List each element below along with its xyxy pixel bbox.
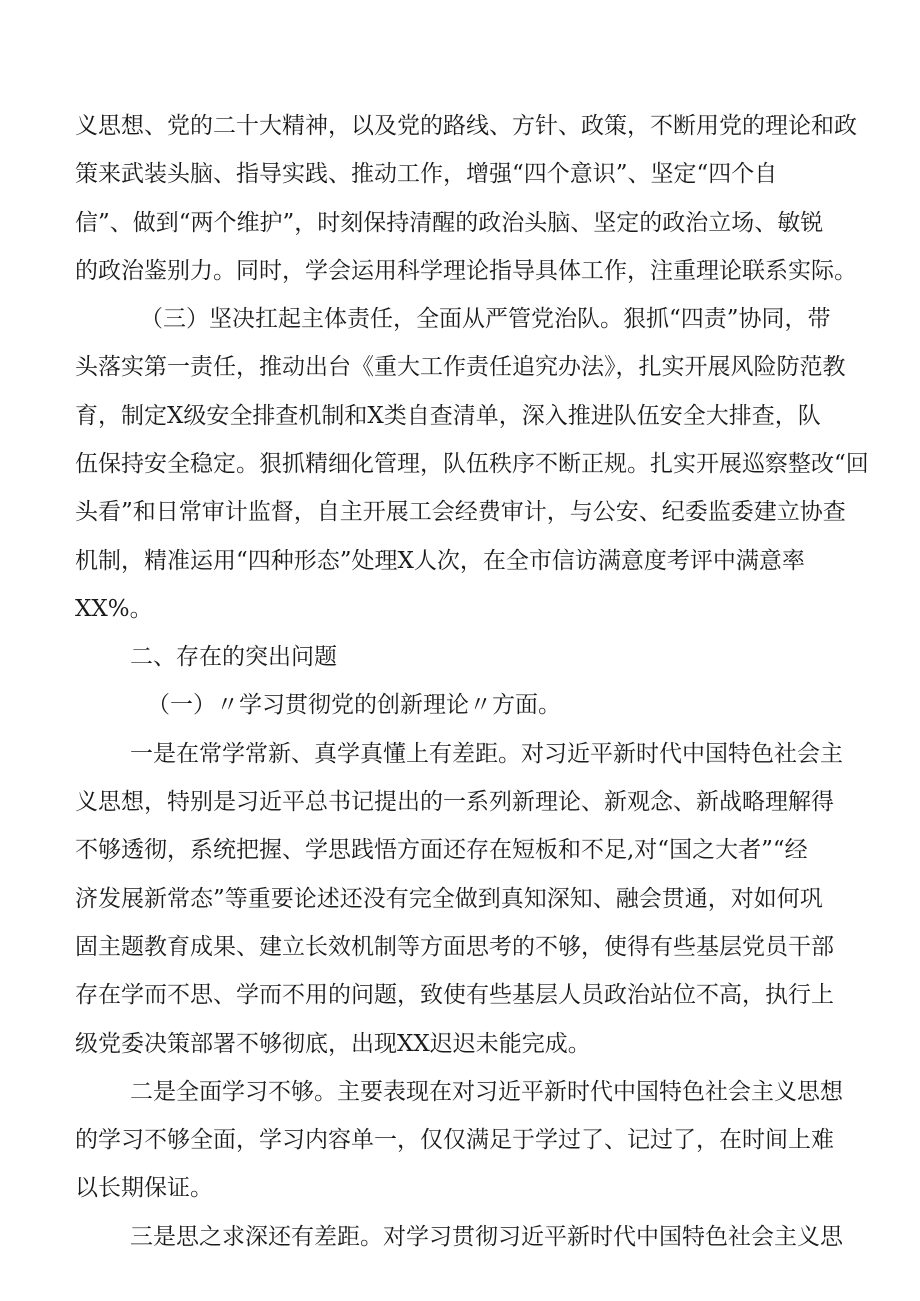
text-line: [0, 492, 920, 532]
section-heading: [0, 637, 920, 677]
text-line: [0, 782, 920, 822]
line-text: 头落实第一责任，推动出台《重大工作责任追究办法》，扎实开展风险防范教: [75, 354, 846, 380]
text-line: [0, 299, 920, 339]
text-line: [0, 1072, 920, 1112]
line-text: 固主题教育成果、建立长效机制等方面思考的不够，使得有些基层党员干部: [75, 934, 834, 960]
text-line: [0, 444, 920, 484]
line-text: 三是思之求深还有差距。对学习贯彻习近平新时代中国特色社会主义思: [130, 1224, 843, 1250]
subsection-heading: [0, 685, 920, 725]
heading-text: 二、存在的突出问题: [130, 644, 337, 670]
text-line: [0, 830, 920, 870]
line-text: 的政治鉴别力。同时，学会运用科学理论指导具体工作，注重理论联系实际。: [75, 258, 857, 284]
line-text: 级党委决策部署不够彻底，出现XX迟迟未能完成。: [75, 1031, 591, 1057]
line-text: 机制，精准运用“四种形态”处理X人次，在全市信访满意度考评中满意率: [75, 548, 805, 574]
line-text: XX%。: [75, 596, 153, 622]
text-line: [0, 734, 920, 774]
text-line: [0, 1217, 920, 1257]
line-text: 存在学而不思、学而不用的问题，致使有些基层人员政治站位不高，执行上: [75, 982, 834, 1008]
text-line: [0, 106, 920, 146]
text-line: [0, 541, 920, 581]
line-text: 义思想，特别是习近平总书记提出的一系列新理论、新观念、新战略理解得: [75, 789, 834, 815]
text-line: [0, 154, 920, 194]
text-line: [0, 1120, 920, 1160]
line-text: 伍保持安全稳定。狠抓精细化管理，队伍秩序不断正规。扎实开展巡察整改“回: [75, 451, 869, 477]
text-line: [0, 1168, 920, 1208]
line-text: 的学习不够全面，学习内容单一，仅仅满足于学过了、记过了，在时间上难: [75, 1127, 834, 1153]
text-line: [0, 975, 920, 1015]
line-text: 以长期保证。: [75, 1175, 213, 1201]
line-text: 义思想、党的二十大精神，以及党的路线、方针、政策，不断用党的理论和政: [75, 113, 857, 139]
line-text: 信”、做到“两个维护”，时刻保持清醒的政治头脑、坚定的政治立场、敏锐: [75, 210, 824, 236]
line-text: 育，制定X级安全排查机制和X类自查清单，深入推进队伍安全大排查，队: [75, 403, 821, 429]
text-line: [0, 203, 920, 243]
line-text: 不够透彻，系统把握、学思践悟方面还存在短板和不足,对“国之大者”“经: [75, 837, 808, 863]
line-text: （三）坚决扛起主体责任，全面从严管党治队。狠抓“四责”协同，带: [140, 306, 831, 332]
text-line: [0, 589, 920, 629]
line-text: 头看”和日常审计监督，自主开展工会经费审计，与公安、纪委监委建立协查: [75, 499, 846, 525]
text-line: [0, 879, 920, 919]
line-text: 济发展新常态”等重要论述还没有完全做到真知深知、融会贯通，对如何巩: [75, 886, 823, 912]
line-text: 二是全面学习不够。主要表现在对习近平新时代中国特色社会主义思想: [130, 1079, 843, 1105]
text-line: [0, 1024, 920, 1064]
line-text: 一是在常学常新、真学真懂上有差距。对习近平新时代中国特色社会主: [130, 741, 843, 767]
text-line: [0, 347, 920, 387]
text-line: [0, 396, 920, 436]
heading-text: （一）〃学习贯彻党的创新理论〃方面。: [147, 692, 561, 718]
text-line: [0, 927, 920, 967]
text-line: [0, 251, 920, 291]
line-text: 策来武装头脑、指导实践、推动工作，增强“四个意识”、坚定“四个自: [75, 161, 778, 187]
